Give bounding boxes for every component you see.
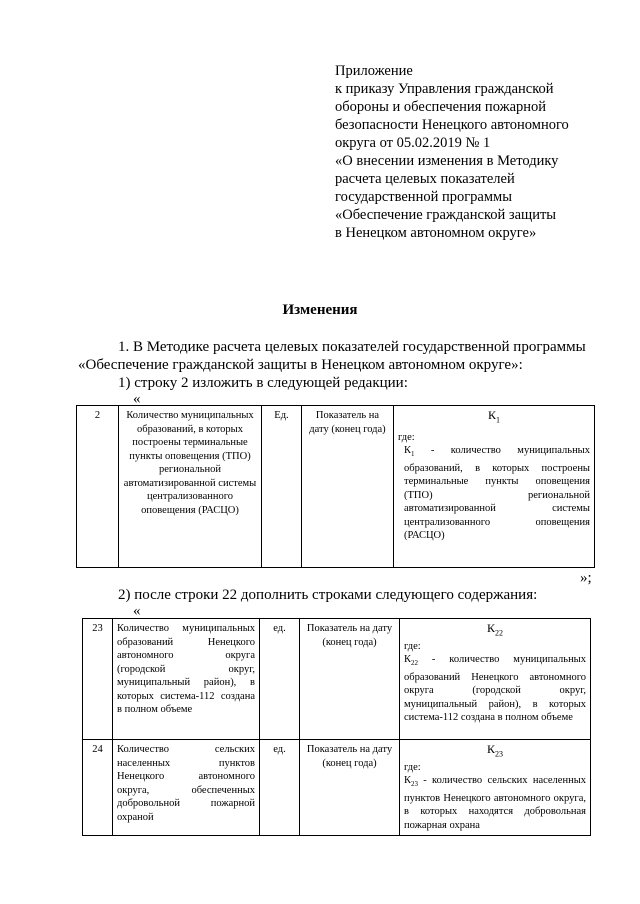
appendix-line: «Обеспечение гражданской защиты — [335, 207, 557, 223]
formula-definition: $К_1$ - количество муниципальных образований, в которых построены терминальные пункты оповещения (ТПО) региональной автоматизированной системы централизованного оповещения (РАСЦО) — [404, 445, 590, 542]
formula-definition: $К_{23}$ - количество сельских населенных пунктов Ненецкого автономного округа, в которых находятся добровольная пожарная охрана — [404, 775, 586, 831]
close-quote: »; — [580, 570, 592, 586]
formula-symbol: $К_{23}$ — [486, 742, 503, 759]
table-row — [83, 619, 591, 740]
row-number: 2 — [77, 406, 119, 568]
indicator-name: Количество муниципальных образований, в которых построены терминальные пункты оповещения (ТПО) региональной автоматизированной системы централизованного оповещения (РАСЦО) — [119, 406, 262, 568]
formula-cell — [400, 619, 591, 740]
where-label: где: — [404, 640, 421, 652]
table-row — [83, 740, 591, 836]
where-label: где: — [404, 761, 421, 773]
table-row-2 — [76, 405, 595, 568]
table-row — [77, 406, 595, 568]
open-quote-1: « — [133, 391, 141, 407]
appendix-block — [335, 62, 625, 242]
appendix-line: обороны и обеспечения пожарной — [335, 99, 547, 115]
item-2-text: 2) после строки 22 дополнить строками следующего содержания: — [118, 587, 538, 603]
appendix-line: к приказу Управления гражданской — [335, 81, 554, 97]
indicator-type: Показатель на дату (конец года) — [302, 406, 394, 568]
appendix-line: в Ненецком автономном округе» — [335, 225, 537, 241]
indicator-type: Показатель на дату (конец года) — [300, 740, 400, 836]
appendix-line: округа от 05.02.2019 № 1 — [335, 135, 491, 151]
item-1-text: 1) строку 2 изложить в следующей редакции: — [118, 375, 408, 391]
intro-line-1: 1. В Методике расчета целевых показателей государственной программы — [118, 339, 586, 355]
appendix-line: безопасности Ненецкого автономного — [335, 117, 569, 133]
indicator-name: Количество муниципальных образований Ненецкого автономного округа (городской округ, муниципальный район), в которых система-112 создана в полном объеме — [113, 619, 260, 740]
indicator-type: Показатель на дату (конец года) — [300, 619, 400, 740]
indicator-name: Количество сельских населенных пунктов Ненецкого автономного округа, обеспеченных добровольной пожарной охраной — [113, 740, 260, 836]
page-title: Изменения — [282, 302, 358, 318]
formula-cell — [394, 406, 595, 568]
appendix-line: государственной программы — [335, 189, 512, 205]
formula-symbol: $К_1$ — [487, 408, 500, 425]
appendix-line: расчета целевых показателей — [335, 171, 515, 187]
appendix-line: «О внесении изменения в Методику — [335, 153, 559, 169]
formula-symbol: $К_{22}$ — [486, 621, 503, 638]
row-number: 23 — [83, 619, 113, 740]
where-label: где: — [398, 431, 415, 443]
unit: ед. — [260, 740, 300, 836]
table-rows-23-24 — [82, 618, 591, 836]
formula-cell — [400, 740, 591, 836]
formula-definition: $К_{22}$ - количество муниципальных образований Ненецкого автономного округа (городской округ, муниципальный район), в которых система-112 создана в полном объеме — [404, 654, 586, 724]
unit: ед. — [260, 619, 300, 740]
intro-line-2: «Обеспечение гражданской защиты в Ненецком автономном округе»: — [78, 357, 523, 373]
appendix-line: Приложение — [335, 63, 413, 79]
unit: Ед. — [262, 406, 302, 568]
row-number: 24 — [83, 740, 113, 836]
open-quote-2: « — [133, 603, 141, 619]
